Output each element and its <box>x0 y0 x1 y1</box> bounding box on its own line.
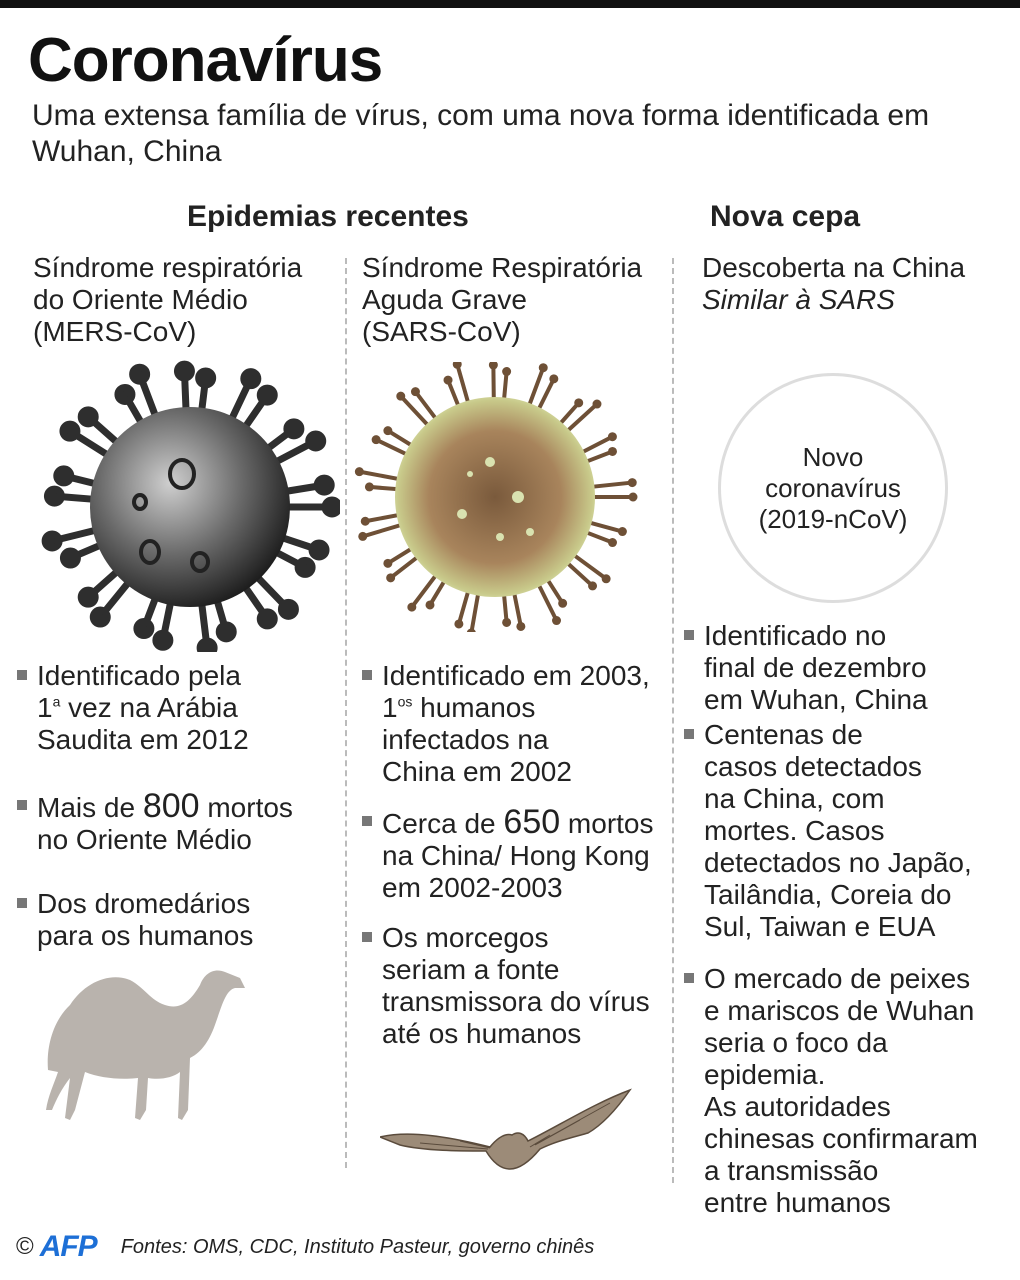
top-bar <box>0 0 1020 8</box>
afp-logo: AFP <box>39 1230 97 1263</box>
mers-bullet-3: Dos dromedários para os humanos <box>17 888 253 952</box>
mers-bullet-2: Mais de 800 mortos no Oriente Médio <box>17 790 293 856</box>
camel-silhouette <box>40 960 250 1125</box>
column-divider-1 <box>345 258 347 1168</box>
ncov-bullet-3: O mercado de peixes e mariscos de Wuhan seria o foco da epidemia. As autoridades chinesas confirmaram a transmissão entre humanos <box>684 963 978 1219</box>
footer <box>16 1230 594 1264</box>
sars-bullet-3: Os morcegos seriam a fonte transmissora do vírus até os humanos <box>362 922 682 1050</box>
sars-name: Síndrome Respiratória Aguda Grave (SARS-CoV) <box>362 252 643 347</box>
section-heading-recent: Epidemias recentes <box>187 200 469 233</box>
mers-bullet-1: Identificado pela 1$^a$ vez na Arábia Saudita em 2012 <box>17 660 249 756</box>
sars-bullet-1: Identificado em 2003, $1^{os}$ humanos infectados na China em 2002 <box>362 660 650 788</box>
ncov-bullet-2: Centenas de casos detectados na China, com mortes. Casos detectados no Japão, Tailândia, Coreia do Sul, Taiwan e EUA <box>684 719 972 943</box>
sources-text: Fontes: OMS, CDC, Instituto Pasteur, governo chinês <box>120 1235 595 1258</box>
page-subtitle: Uma extensa família de vírus, com uma nova forma identificada em Wuhan, China <box>32 99 930 168</box>
ncov-name: Descoberta na China Similar à SARS <box>702 252 966 315</box>
sars-bullet-2: Cerca de 650 mortos na China/ Hong Kong em 2002-2003 <box>362 806 654 904</box>
page-title: Coronavírus <box>28 26 383 95</box>
ncov-bullet-1: Identificado no final de dezembro em Wuhan, China <box>684 620 928 716</box>
ncov-circle: Novo coronavírus (2019-nCoV) <box>718 373 948 603</box>
sars-virus-illustration <box>350 362 640 632</box>
mers-name: Síndrome respiratória do Oriente Médio (MERS-CoV) <box>33 252 303 347</box>
copyright-symbol: © <box>16 1233 34 1260</box>
mers-virus-illustration <box>40 352 340 652</box>
section-heading-new: Nova cepa <box>710 200 861 233</box>
bat-illustration <box>380 1085 640 1180</box>
